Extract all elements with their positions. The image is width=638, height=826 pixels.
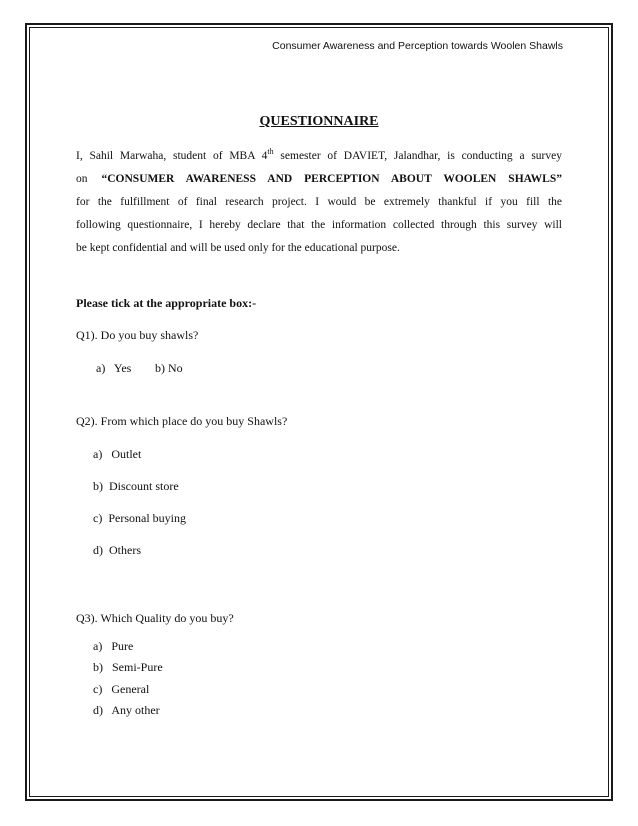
q3-option-any-other[interactable]: d) Any other: [93, 703, 160, 717]
survey-topic: “CONSUMER AWARENESS AND PERCEPTION ABOUT WOOLEN SHAWLS”: [101, 173, 562, 185]
q3-option-semi-pure[interactable]: b) Semi-Pure: [93, 660, 163, 674]
intro-line-2: [76, 168, 562, 191]
running-header: Consumer Awareness and Perception towards Woolen Shawls: [272, 40, 563, 52]
ordinal-suffix: th: [267, 147, 274, 157]
q2-option-outlet[interactable]: a) Outlet: [93, 447, 142, 461]
intro-line-5: be kept confidential and will be used only for the educational purpose.: [76, 242, 400, 254]
intro-paragraph: [76, 145, 562, 260]
q3-question: Q3). Which Quality do you buy?: [76, 611, 234, 625]
q1-option-yes[interactable]: a) Yes: [96, 361, 132, 375]
q1-question: Q1). Do you buy shawls?: [76, 328, 199, 342]
questionnaire-title: QUESTIONNAIRE: [259, 114, 379, 129]
q2-question: Q2). From which place do you buy Shawls?: [76, 414, 288, 428]
intro-line-1: [76, 145, 562, 168]
intro-line-1-text-cont: semester of DAVIET, Jalandhar, is conducting a survey: [273, 150, 562, 162]
q1-option-no[interactable]: b) No: [155, 361, 183, 375]
intro-line-3: for the fulfillment of final research project. I would be extremely thankful if you fill the: [76, 196, 562, 208]
q2-option-discount-store[interactable]: b) Discount store: [93, 479, 179, 493]
intro-on: on: [76, 173, 88, 185]
q3-option-pure[interactable]: a) Pure: [93, 639, 134, 653]
q2-option-others[interactable]: d) Others: [93, 543, 141, 557]
instruction: Please tick at the appropriate box:-: [76, 296, 257, 310]
intro-line-1-text: I, Sahil Marwaha, student of MBA 4: [76, 150, 268, 162]
q3-option-general[interactable]: c) General: [93, 682, 150, 696]
q2-option-personal-buying[interactable]: c) Personal buying: [93, 511, 186, 525]
intro-line-4: following questionnaire, I hereby declare that the information collected through this survey will: [76, 219, 562, 231]
